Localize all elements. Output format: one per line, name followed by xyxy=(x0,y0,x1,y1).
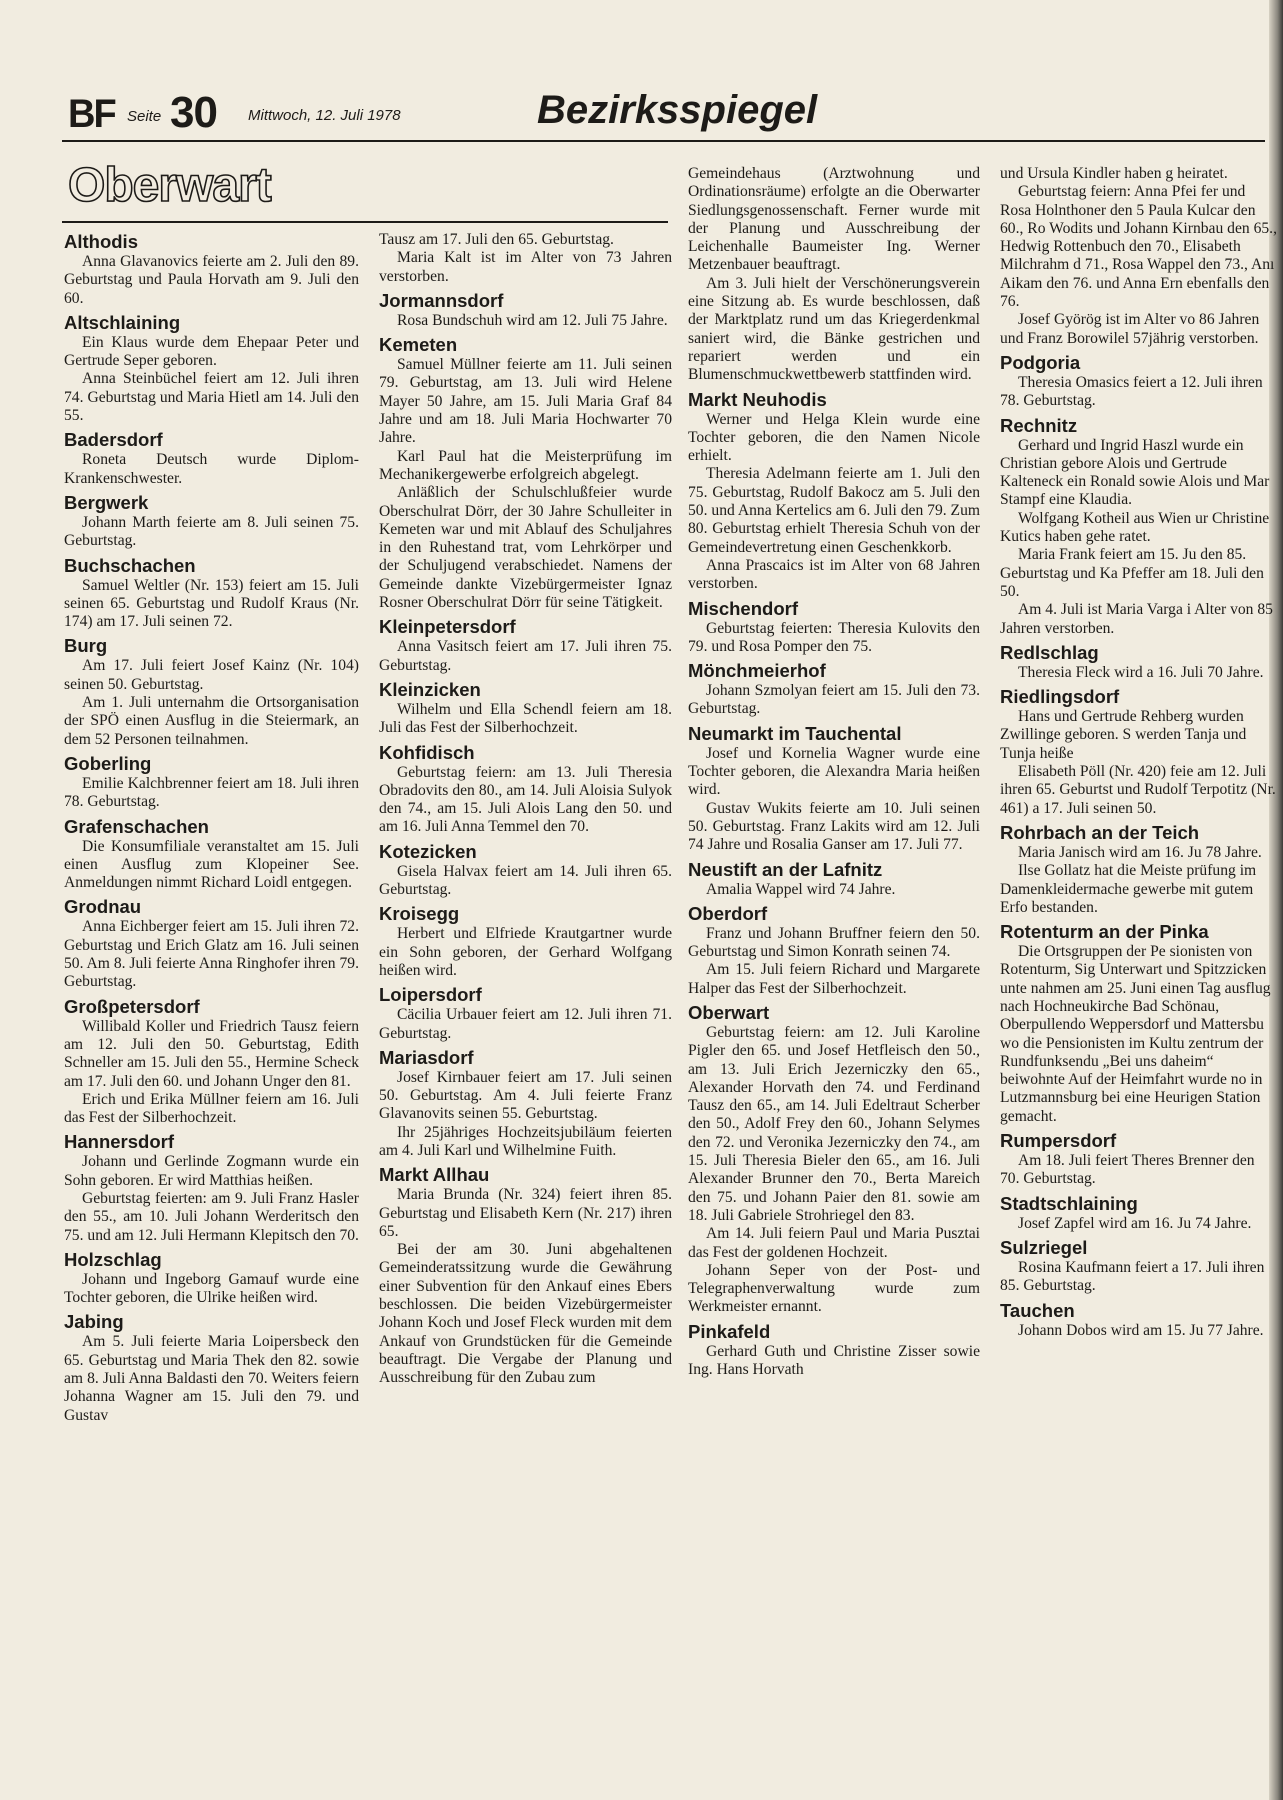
news-paragraph: Johann Marth feierte am 8. Juli seinen 75. Geburtstag. xyxy=(64,513,359,550)
news-paragraph: Erich und Erika Müllner feiern am 16. Juli das Fest der Silberhochzeit. xyxy=(64,1090,359,1127)
masthead-rule xyxy=(62,140,1265,142)
news-paragraph: Anna Steinbüchel feiert am 12. Juli ihren 74. Geburtstag und Maria Hietl am 14. Juli den 55. xyxy=(64,370,359,425)
section-heading: Bezirksspiegel xyxy=(537,88,818,132)
place-heading: Holzschlag xyxy=(64,1248,162,1270)
news-item xyxy=(64,1311,359,1424)
place-heading: Kleinpetersdorf xyxy=(379,616,516,638)
news-item xyxy=(64,492,359,551)
news-item xyxy=(379,616,672,675)
news-paragraph: Herbert und Elfriede Krautgartner wurde ein Sohn geboren, der Gerhard Wolfgang heißen wird. xyxy=(379,925,672,979)
news-paragraph: und Ursula Kindler haben g heiratet. xyxy=(1000,165,1228,182)
news-paragraph: Gustav Wukits feierte am 10. Juli seinen 50. Geburtstag. Franz Lakits wird am 12. Juli 74 Jahre und Rosalia Ganser am 17. Juli 77. xyxy=(688,799,980,854)
news-paragraph: Emilie Kalchbrenner feiert am 18. Juli ihren 78. Geburtstag. xyxy=(64,774,359,811)
news-paragraph: Ihr 25jähriges Hochzeitsjubiläum feierten am 4. Juli Karl und Wilhelmine Fuith. xyxy=(379,1123,672,1159)
news-paragraph: Roneta Deutsch wurde Diplom-Krankenschwester. xyxy=(64,451,359,487)
news-paragraph: Geburtstag feiern: am 12. Juli Karoline Pigler den 65. und Josef Hetfleisch den 50., am 13. Juli Erich Jezerniczky den 65., Alexander Horvath den 74. und Ferdinand Tausz den 65., am 14. Juli Edeltraut Scherber den 50., Adolf Frey den 60., Johann Selymes den 72. und Veronika Jezerniczky den 74., am 15. Juli Theresia Bieler den 65., am 16. Juli Alexander Brunner den 70., Berta Mareich den 75. und Johann Paier den 81. sowie am 18. Juli Gabriele Strohriegel den 83. xyxy=(688,1023,980,1224)
news-item xyxy=(688,660,980,719)
news-item xyxy=(64,635,359,748)
region-title: Oberwart xyxy=(68,159,271,212)
news-paragraph: Die Konsumfiliale veranstaltet am 15. Juli einen Ausflug zum Klopeiner See. Anmeldungen nimmt Richard Loidl entgegen. xyxy=(64,837,359,892)
news-paragraph: Theresia Adelmann feierte am 1. Juli den 75. Geburtstag, Rudolf Bakocz am 5. Juli den 50. und Anna Kertelics am 6. Juli den 79. Zum 80. Geburtstag erhielt Theresia Schuh von der Gemeindevertretung einen Geschenkkorb. xyxy=(688,465,980,556)
news-paragraph: Josef Zapfel wird am 16. Ju 74 Jahre. xyxy=(1018,1214,1252,1232)
news-item xyxy=(688,389,980,594)
news-paragraph: Karl Paul hat die Meisterprüfung im Mechanikergewerbe erfolgreich abgelegt. xyxy=(379,447,672,483)
place-heading: Tauchen xyxy=(1000,1299,1075,1321)
place-heading: Neumarkt im Tauchental xyxy=(688,722,902,744)
column-4 xyxy=(1000,165,1277,1340)
news-paragraph: Am 18. Juli feiert Theres Brenner den 70. Geburtstag. xyxy=(1000,1152,1255,1188)
news-paragraph: Theresia Fleck wird a 16. Juli 70 Jahre. xyxy=(1018,663,1264,681)
page-number: 30 xyxy=(170,88,217,137)
news-paragraph: Anna Eichberger feiert am 15. Juli ihren 72. Geburtstag und Erich Glatz am 16. Juli seinen 50. Am 8. Juli feierte Anna Ringhofer ihren 79. Geburtstag. xyxy=(64,918,359,991)
news-item xyxy=(64,896,359,991)
place-heading: Buchschachen xyxy=(64,554,196,576)
news-item xyxy=(1000,352,1277,411)
news-paragraph: Maria Frank feiert am 15. Ju den 85. Geburtstag und Ka Pfeffer am 18. Juli den 50. xyxy=(1000,546,1264,600)
news-item xyxy=(379,1164,672,1387)
news-item xyxy=(64,1249,359,1308)
news-paragraph: Gemeindehaus (Arztwohnung und Ordinationsräume) erfolgte an die Oberwarter Siedlungsgenossenschaft. Ferner wurde mit der Planung und Ausschreibung der Leichenhalle Baumeister Ing. Werner Metzenbauer beauftragt. xyxy=(688,165,980,274)
news-paragraph: Josef Györög ist im Alter vo 86 Jahren und Franz Borowilel 57jährig verstorben. xyxy=(1000,311,1260,347)
place-heading: Altschlaining xyxy=(64,311,181,333)
news-paragraph: Anna Glavanovics feierte am 2. Juli den 89. Geburtstag und Paula Horvath am 9. Juli den 60. xyxy=(64,253,359,307)
news-paragraph: Josef Kirnbauer feiert am 17. Juli seinen 50. Geburtstag. Am 4. Juli feierte Franz Glavanovits seinen 55. Geburtstag. xyxy=(379,1068,672,1123)
news-paragraph: Franz und Johann Bruffner feiern den 50. Geburtstag und Simon Konrath seinen 74. xyxy=(688,924,980,961)
column-1 xyxy=(64,231,359,1425)
news-paragraph: Samuel Müllner feierte am 11. Juli seinen 79. Geburtstag, am 13. Juli wird Helene Mayer 50 Jahre, am 15. Juli Maria Graf 84 Jahre und am 18. Juli Maria Hochwarter 70 Jahre. xyxy=(379,356,672,447)
place-heading: Rohrbach an der Teich xyxy=(1000,821,1200,843)
place-heading: Jormannsdorf xyxy=(379,289,504,311)
news-paragraph: Wolfgang Kotheil aus Wien ur Christine Kutics haben gehe ratet. xyxy=(1000,509,1270,546)
news-paragraph: Am 4. Juli ist Maria Varga i Alter von 85 Jahren verstorben. xyxy=(1000,601,1273,637)
news-paragraph: Am 17. Juli feiert Josef Kainz (Nr. 104) seinen 50. Geburtstag. xyxy=(64,657,359,693)
place-heading: Podgoria xyxy=(1000,351,1081,373)
news-item xyxy=(1000,1193,1277,1233)
news-item xyxy=(1000,1237,1277,1296)
news-paragraph: Anläßlich der Schulschlußfeier wurde Oberschulrat Dörr, der 30 Jahre Schulleiter in Kemeten war und mit Ablauf des Schuljahres in den Ruhestand trat, vom Lehrkörper und der Schuljugend verabschiedet. Namens der Gemeinde dankte Vizebürgermeister Ignaz Rosner Oberschulrat Dörr für seine Tätigkeit. xyxy=(379,484,672,612)
news-paragraph: Josef und Kornelia Wagner wurde eine Tochter geboren, die Alexandra Maria heißen wird. xyxy=(688,744,980,799)
news-paragraph: Maria Brunda (Nr. 324) feiert ihren 85. Geburtstag und Elisabeth Kern (Nr. 217) ihren 65. xyxy=(379,1186,672,1240)
place-heading: Rechnitz xyxy=(1000,414,1078,436)
place-heading: Bergwerk xyxy=(64,491,149,513)
news-paragraph: Johann Dobos wird am 15. Ju 77 Jahre. xyxy=(1018,1321,1264,1339)
news-item xyxy=(1000,1300,1277,1340)
page-label: Seite xyxy=(127,108,162,125)
news-paragraph: Die Ortsgruppen der Pe sionisten von Rotenturm, Sig Unterwart und Spitzzicken unte nahmen am 25. Juni einen Tag ausflug nach Hochneukirche Bad Schönau, Oberpullendo Weppersdorf und Mattersbu wo die Pensionisten im Kultu zentrum der Rundfunksendu „Bei uns daheim“ beiwohnte Auf der Heimfahrt wurde no in Lutzmannsburg bei eine Heurigen Station gemacht. xyxy=(1000,943,1271,1125)
news-paragraph: Anna Prascaics ist im Alter von 68 Jahren verstorben. xyxy=(688,556,980,593)
news-paragraph: Am 15. Juli feiern Richard und Margarete Halper das Fest der Silberhochzeit. xyxy=(688,961,980,997)
news-item xyxy=(379,903,672,980)
news-item xyxy=(64,231,359,308)
news-item xyxy=(379,679,672,738)
news-item xyxy=(379,984,672,1043)
news-item xyxy=(1000,415,1277,638)
place-heading: Kroisegg xyxy=(379,903,460,925)
place-heading: Grafenschachen xyxy=(64,815,209,837)
news-paragraph: Gerhard Guth und Christine Zisser sowie Ing. Hans Horvath xyxy=(688,1342,980,1379)
news-paragraph: Johann und Ingeborg Gamauf wurde eine Tochter geboren, die Ulrike heißen wird. xyxy=(64,1270,359,1307)
place-heading: Burg xyxy=(64,635,108,657)
news-item xyxy=(1000,686,1277,818)
news-item xyxy=(688,723,980,855)
news-paragraph: Ilse Gollatz hat die Meiste prüfung im Damenkleidermache gewerbe mit gutem Erfo bestanden. xyxy=(1000,862,1257,916)
newspaper-logo: BF xyxy=(68,92,115,136)
news-paragraph: Hans und Gertrude Rehberg wurden Zwillinge geboren. S werden Tanja und Tunja heiße xyxy=(1000,708,1247,762)
place-heading: Sulzriegel xyxy=(1000,1236,1088,1258)
place-heading: Mischendorf xyxy=(688,597,798,619)
place-heading: Großpetersdorf xyxy=(64,995,200,1017)
news-paragraph: Bei der am 30. Juni abgehaltenen Gemeinderatssitzung wurde die Gewährung einer Subvention für den Ankauf eines Ebers beschlossen. Die beiden Vizebürgermeister Johann Koch und Josef Fleck wurden mit dem Ankauf von Grundstücken für die Gemeinde beauftragt. Die Vergabe der Planung und Ausschreibung für den Zubau zum xyxy=(379,1241,672,1387)
place-heading: Stadtschlaining xyxy=(1000,1192,1138,1214)
news-paragraph: Johann und Gerlinde Zogmann wurde ein Sohn geboren. Er wird Matthias heißen. xyxy=(64,1153,359,1189)
news-item xyxy=(1000,165,1277,348)
place-heading: Pinkafeld xyxy=(688,1320,771,1342)
news-paragraph: Anna Vasitsch feiert am 17. Juli ihren 75. Geburtstag. xyxy=(379,638,672,674)
place-heading: Goberling xyxy=(64,752,152,774)
news-paragraph: Geburtstag feiern: Anna Pfei fer und Rosa Holnthoner den 5 Paula Kulcar den 60., Ro Wodits und Johann Kirnbau den 65., Hedwig Rottenbuch den 70., Elisabeth Milchrahm d 71., Rosa Wappel den 73., Anı Aikam den 76. und Anna Ern ebenfalls den 76. xyxy=(1000,183,1277,311)
news-item xyxy=(1000,921,1277,1126)
news-item xyxy=(379,231,672,286)
news-paragraph: Maria Janisch wird am 16. Ju 78 Jahre. xyxy=(1018,843,1262,861)
place-heading: Neustift an der Lafnitz xyxy=(688,858,883,880)
place-heading: Oberwart xyxy=(688,1001,770,1023)
news-paragraph: Gisela Halvax feiert am 14. Juli ihren 65. Geburtstag. xyxy=(379,862,672,899)
news-paragraph: Cäcilia Urbauer feiert am 12. Juli ihren 71. Geburtstag. xyxy=(379,1006,672,1042)
news-item xyxy=(688,903,980,998)
place-heading: Redlschlag xyxy=(1000,641,1099,663)
news-item xyxy=(379,334,672,612)
news-item xyxy=(64,1131,359,1244)
news-item xyxy=(64,312,359,425)
news-paragraph: Maria Kalt ist im Alter von 73 Jahren verstorben. xyxy=(379,249,672,285)
news-paragraph: Johann Szmolyan feiert am 15. Juli den 73. Geburtstag. xyxy=(688,682,980,718)
news-paragraph: Am 1. Juli unternahm die Ortsorganisation der SPÖ einen Ausflug in die Steiermark, an dem 52 Personen teilnahmen. xyxy=(64,694,359,748)
news-paragraph: Am 5. Juli feierte Maria Loipersbeck den 65. Geburtstag und Maria Thek den 82. sowie am 8. Juli Anna Baldasti den 70. Weiters feiern Johanna Wagner am 15. Juli den 79. und Gustav xyxy=(64,1333,359,1424)
news-paragraph: Geburtstag feierten: Theresia Kulovits den 79. und Rosa Pomper den 75. xyxy=(688,619,980,655)
news-item xyxy=(379,841,672,900)
news-item xyxy=(379,1047,672,1160)
news-item xyxy=(64,555,359,632)
news-paragraph: Rosina Kaufmann feiert a 17. Juli ihren 85. Geburtstag. xyxy=(1000,1258,1265,1295)
place-heading: Althodis xyxy=(64,231,138,252)
place-heading: Kemeten xyxy=(379,334,458,356)
news-paragraph: Ein Klaus wurde dem Ehepaar Peter und Gertrude Seper geboren. xyxy=(64,333,359,370)
news-paragraph: Geburtstag feiern: am 13. Juli Theresia Obradovits den 80., am 14. Juli Aloisia Sulyok den 74., am 15. Juli Alois Lang den 50. und am 16. Juli Anna Temmel den 70. xyxy=(379,763,672,836)
news-item xyxy=(379,742,672,837)
place-heading: Oberdorf xyxy=(688,902,768,924)
news-paragraph: Wilhelm und Ella Schendl feiern am 18. Juli das Fest der Silberhochzeit. xyxy=(379,700,672,737)
news-item xyxy=(688,598,980,657)
news-item xyxy=(688,1002,980,1317)
news-item xyxy=(1000,1130,1277,1189)
news-paragraph: Rosa Bundschuh wird am 12. Juli 75 Jahre. xyxy=(397,311,668,329)
masthead xyxy=(62,88,1267,136)
news-item xyxy=(379,290,672,330)
place-heading: Markt Neuhodis xyxy=(688,388,827,410)
news-paragraph: Geburtstag feierten: am 9. Juli Franz Hasler den 55., am 10. Juli Johann Werderitsch den 75. und am 12. Juli Hermann Klepitsch den 70. xyxy=(64,1189,359,1244)
news-item xyxy=(64,996,359,1128)
place-heading: Riedlingsdorf xyxy=(1000,686,1120,708)
place-heading: Mariasdorf xyxy=(379,1046,474,1068)
place-heading: Mönchmeierhof xyxy=(688,660,826,682)
news-item xyxy=(688,859,980,899)
place-heading: Badersdorf xyxy=(64,429,163,451)
news-paragraph: Gerhard und Ingrid Haszl wurde ein Christian gebore Alois und Gertrude Kalteneck ein Ronald sowie Alois und Mar Stampf eine Klaudia. xyxy=(1000,436,1270,509)
news-paragraph: Am 3. Juli hielt der Verschönerungsverein eine Sitzung ab. Es wurde beschlossen, daß der Marktplatz rund um das Kriegerdenkmal saniert wird, die Bänke gestrichen und repariert werden und ein Blumenschmuckwettbewerb stattfinden wird. xyxy=(688,274,980,384)
news-paragraph: Amalia Wappel wird 74 Jahre. xyxy=(706,880,896,898)
news-item xyxy=(64,753,359,812)
news-item xyxy=(688,1321,980,1380)
news-paragraph: Werner und Helga Klein wurde eine Tochter geboren, die den Namen Nicole erhielt. xyxy=(688,410,980,465)
news-paragraph: Johann Seper von der Post- und Telegraphenverwaltung wurde zum Werkmeister ernannt. xyxy=(688,1261,980,1316)
news-paragraph: Theresia Omasics feiert a 12. Juli ihren 78. Geburtstag. xyxy=(1000,373,1263,410)
place-heading: Loipersdorf xyxy=(379,984,482,1006)
news-paragraph: Willibald Koller und Friedrich Tausz feiern am 12. Juli den 50. Geburtstag, Edith Schneller am 15. Juli den 55., Hermine Scheck am 17. Juli den 60. und Johann Unger den 81. xyxy=(64,1017,359,1090)
news-item xyxy=(688,165,980,385)
news-item xyxy=(1000,822,1277,917)
news-item xyxy=(64,816,359,893)
news-paragraph: Elisabeth Pöll (Nr. 420) feie am 12. Juli ihren 65. Geburtst und Rudolf Terpotitz (Nr. 461) a 17. Juli seinen 50. xyxy=(1000,763,1276,817)
news-paragraph: Am 14. Juli feiern Paul und Maria Pusztai das Fest der goldenen Hochzeit. xyxy=(688,1225,980,1261)
place-heading: Kleinzicken xyxy=(379,678,481,700)
place-heading: Kohfidisch xyxy=(379,741,475,763)
region-title-rule xyxy=(62,221,668,223)
place-heading: Kotezicken xyxy=(379,840,477,862)
news-paragraph: Samuel Weltler (Nr. 153) feiert am 15. Juli seinen 65. Geburtstag und Rudolf Kraus (Nr. 174) am 17. Juli seinen 72. xyxy=(64,576,359,631)
news-paragraph: Tausz am 17. Juli den 65. Geburtstag. xyxy=(379,231,614,248)
place-heading: Rumpersdorf xyxy=(1000,1130,1117,1152)
place-heading: Rotenturm an der Pinka xyxy=(1000,921,1209,943)
column-3 xyxy=(688,165,980,1379)
place-heading: Hannersdorf xyxy=(64,1131,174,1153)
issue-date: Mittwoch, 12. Juli 1978 xyxy=(248,107,401,124)
news-item xyxy=(1000,642,1277,682)
news-item xyxy=(64,429,359,488)
place-heading: Markt Allhau xyxy=(379,1164,490,1186)
place-heading: Jabing xyxy=(64,1311,124,1333)
place-heading: Grodnau xyxy=(64,896,142,918)
column-2 xyxy=(379,231,672,1388)
